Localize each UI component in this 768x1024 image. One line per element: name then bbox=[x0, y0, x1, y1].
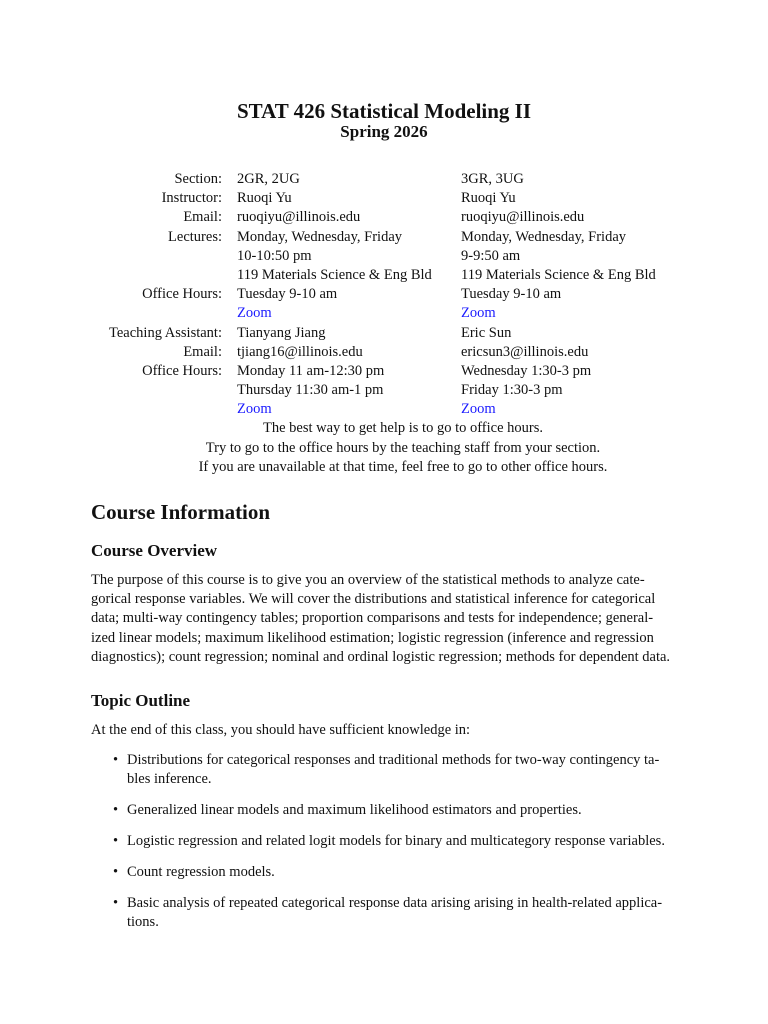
info-row bbox=[0, 304, 768, 323]
zoom-link-section-2[interactable]: Zoom bbox=[237, 305, 272, 322]
info-value-section-2: tjiang16@illinois.edu bbox=[237, 343, 363, 360]
overview-line: gorical response variables. We will cover the distributions and statistical inference for categorical bbox=[91, 591, 656, 608]
info-value-section-2: Tuesday 9-10 am bbox=[237, 286, 338, 303]
bullet-icon: • bbox=[113, 752, 119, 768]
info-label: Teaching Assistant: bbox=[109, 324, 222, 341]
info-row bbox=[0, 285, 768, 304]
topic-line: Generalized linear models and maximum likelihood estimators and properties. bbox=[127, 802, 582, 818]
info-row bbox=[0, 400, 768, 419]
zoom-link-section-2[interactable]: Zoom bbox=[237, 401, 272, 418]
overview-line: data; multi-way contingency tables; proportion comparisons and tests for independence; general- bbox=[91, 610, 654, 627]
info-value-section-2: 119 Materials Science & Eng Bld bbox=[237, 266, 432, 283]
topic-line: tions. bbox=[127, 914, 159, 931]
info-value-section-2: Thursday 11:30 am-1 pm bbox=[237, 382, 384, 399]
info-value-section-2: Tianyang Jiang bbox=[237, 324, 326, 341]
subsection-heading-course-overview: Course Overview bbox=[91, 541, 218, 560]
info-value-section-2: ruoqiyu@illinois.edu bbox=[237, 209, 361, 226]
info-label: Office Hours: bbox=[142, 286, 222, 303]
info-value-section-3: Wednesday 1:30-3 pm bbox=[461, 362, 592, 379]
office-hours-note: Try to go to the office hours by the teaching staff from your section. bbox=[205, 439, 601, 456]
info-value-section-3: 9-9:50 am bbox=[461, 247, 521, 264]
bullet-icon: • bbox=[113, 864, 119, 880]
section-heading-course-information: Course Information bbox=[91, 500, 271, 524]
zoom-link-section-3[interactable]: Zoom bbox=[461, 401, 496, 418]
info-row bbox=[0, 362, 768, 381]
info-label: Lectures: bbox=[168, 228, 222, 245]
info-value-section-2: Monday, Wednesday, Friday bbox=[237, 228, 403, 245]
topic-text bbox=[127, 863, 679, 882]
course-info-table bbox=[0, 170, 768, 477]
overview-line: diagnostics); count regression; nominal and ordinal logistic regression; methods for dependent data. bbox=[91, 648, 671, 665]
info-row bbox=[0, 343, 768, 362]
info-row bbox=[0, 381, 768, 400]
topic-text bbox=[127, 832, 679, 851]
info-value-section-3: Friday 1:30-3 pm bbox=[461, 382, 563, 399]
info-value-section-2: Monday 11 am-12:30 pm bbox=[237, 362, 385, 379]
info-label: Email: bbox=[183, 343, 222, 360]
topic-text bbox=[127, 894, 679, 932]
bullet-icon: • bbox=[113, 833, 119, 849]
info-row bbox=[0, 266, 768, 285]
overview-line: ized linear models; maximum likelihood estimation; logistic regression (inference and regression bbox=[91, 629, 654, 646]
bullet-icon: • bbox=[113, 802, 119, 818]
info-value-section-3: Ruoqi Yu bbox=[461, 190, 516, 207]
office-hours-note: The best way to get help is to go to office hours. bbox=[262, 420, 543, 437]
info-label: Section: bbox=[174, 171, 222, 187]
course-title: STAT 426 Statistical Modeling II bbox=[236, 99, 532, 123]
info-label: Email: bbox=[183, 209, 222, 226]
info-value-section-3: 119 Materials Science & Eng Bld bbox=[461, 266, 656, 283]
subsection-heading-topic-outline: Topic Outline bbox=[91, 691, 191, 710]
course-term: Spring 2026 bbox=[340, 122, 428, 141]
info-value-section-3: Monday, Wednesday, Friday bbox=[461, 228, 627, 245]
info-value-section-3: 3GR, 3UG bbox=[461, 171, 524, 187]
info-row bbox=[0, 208, 768, 227]
topic-text bbox=[127, 751, 679, 789]
topic-line: Distributions for categorical responses and traditional methods for two-way contingency ta- bbox=[127, 752, 660, 768]
info-value-section-3: Tuesday 9-10 am bbox=[461, 286, 562, 303]
info-row bbox=[0, 247, 768, 266]
info-label: Instructor: bbox=[161, 190, 222, 207]
info-value-section-2: 2GR, 2UG bbox=[237, 171, 300, 187]
topic-line: bles inference. bbox=[127, 771, 212, 788]
info-label: Office Hours: bbox=[142, 362, 222, 379]
bullet-icon: • bbox=[113, 895, 119, 911]
info-value-section-3: Eric Sun bbox=[461, 324, 512, 341]
zoom-link-section-3[interactable]: Zoom bbox=[461, 305, 496, 322]
topic-line: Count regression models. bbox=[127, 864, 275, 880]
info-row bbox=[0, 228, 768, 247]
info-value-section-3: ruoqiyu@illinois.edu bbox=[461, 209, 585, 226]
info-row bbox=[0, 189, 768, 208]
course-overview-paragraph bbox=[91, 571, 679, 667]
topic-line: Logistic regression and related logit models for binary and multicategory response variables. bbox=[127, 833, 665, 849]
info-row bbox=[0, 324, 768, 343]
office-hours-note: If you are unavailable at that time, feel free to go to other office hours. bbox=[198, 458, 608, 475]
overview-line: The purpose of this course is to give you an overview of the statistical methods to analyze cate- bbox=[91, 572, 645, 588]
info-value-section-3: ericsun3@illinois.edu bbox=[461, 343, 589, 360]
info-value-section-2: 10-10:50 pm bbox=[237, 247, 312, 264]
info-row bbox=[0, 170, 768, 189]
topic-line: Basic analysis of repeated categorical response data arising arising in health-related applica- bbox=[127, 895, 663, 911]
topic-outline-intro: At the end of this class, you should have sufficient knowledge in: bbox=[91, 722, 471, 738]
info-value-section-2: Ruoqi Yu bbox=[237, 190, 292, 207]
topic-text bbox=[127, 801, 679, 820]
